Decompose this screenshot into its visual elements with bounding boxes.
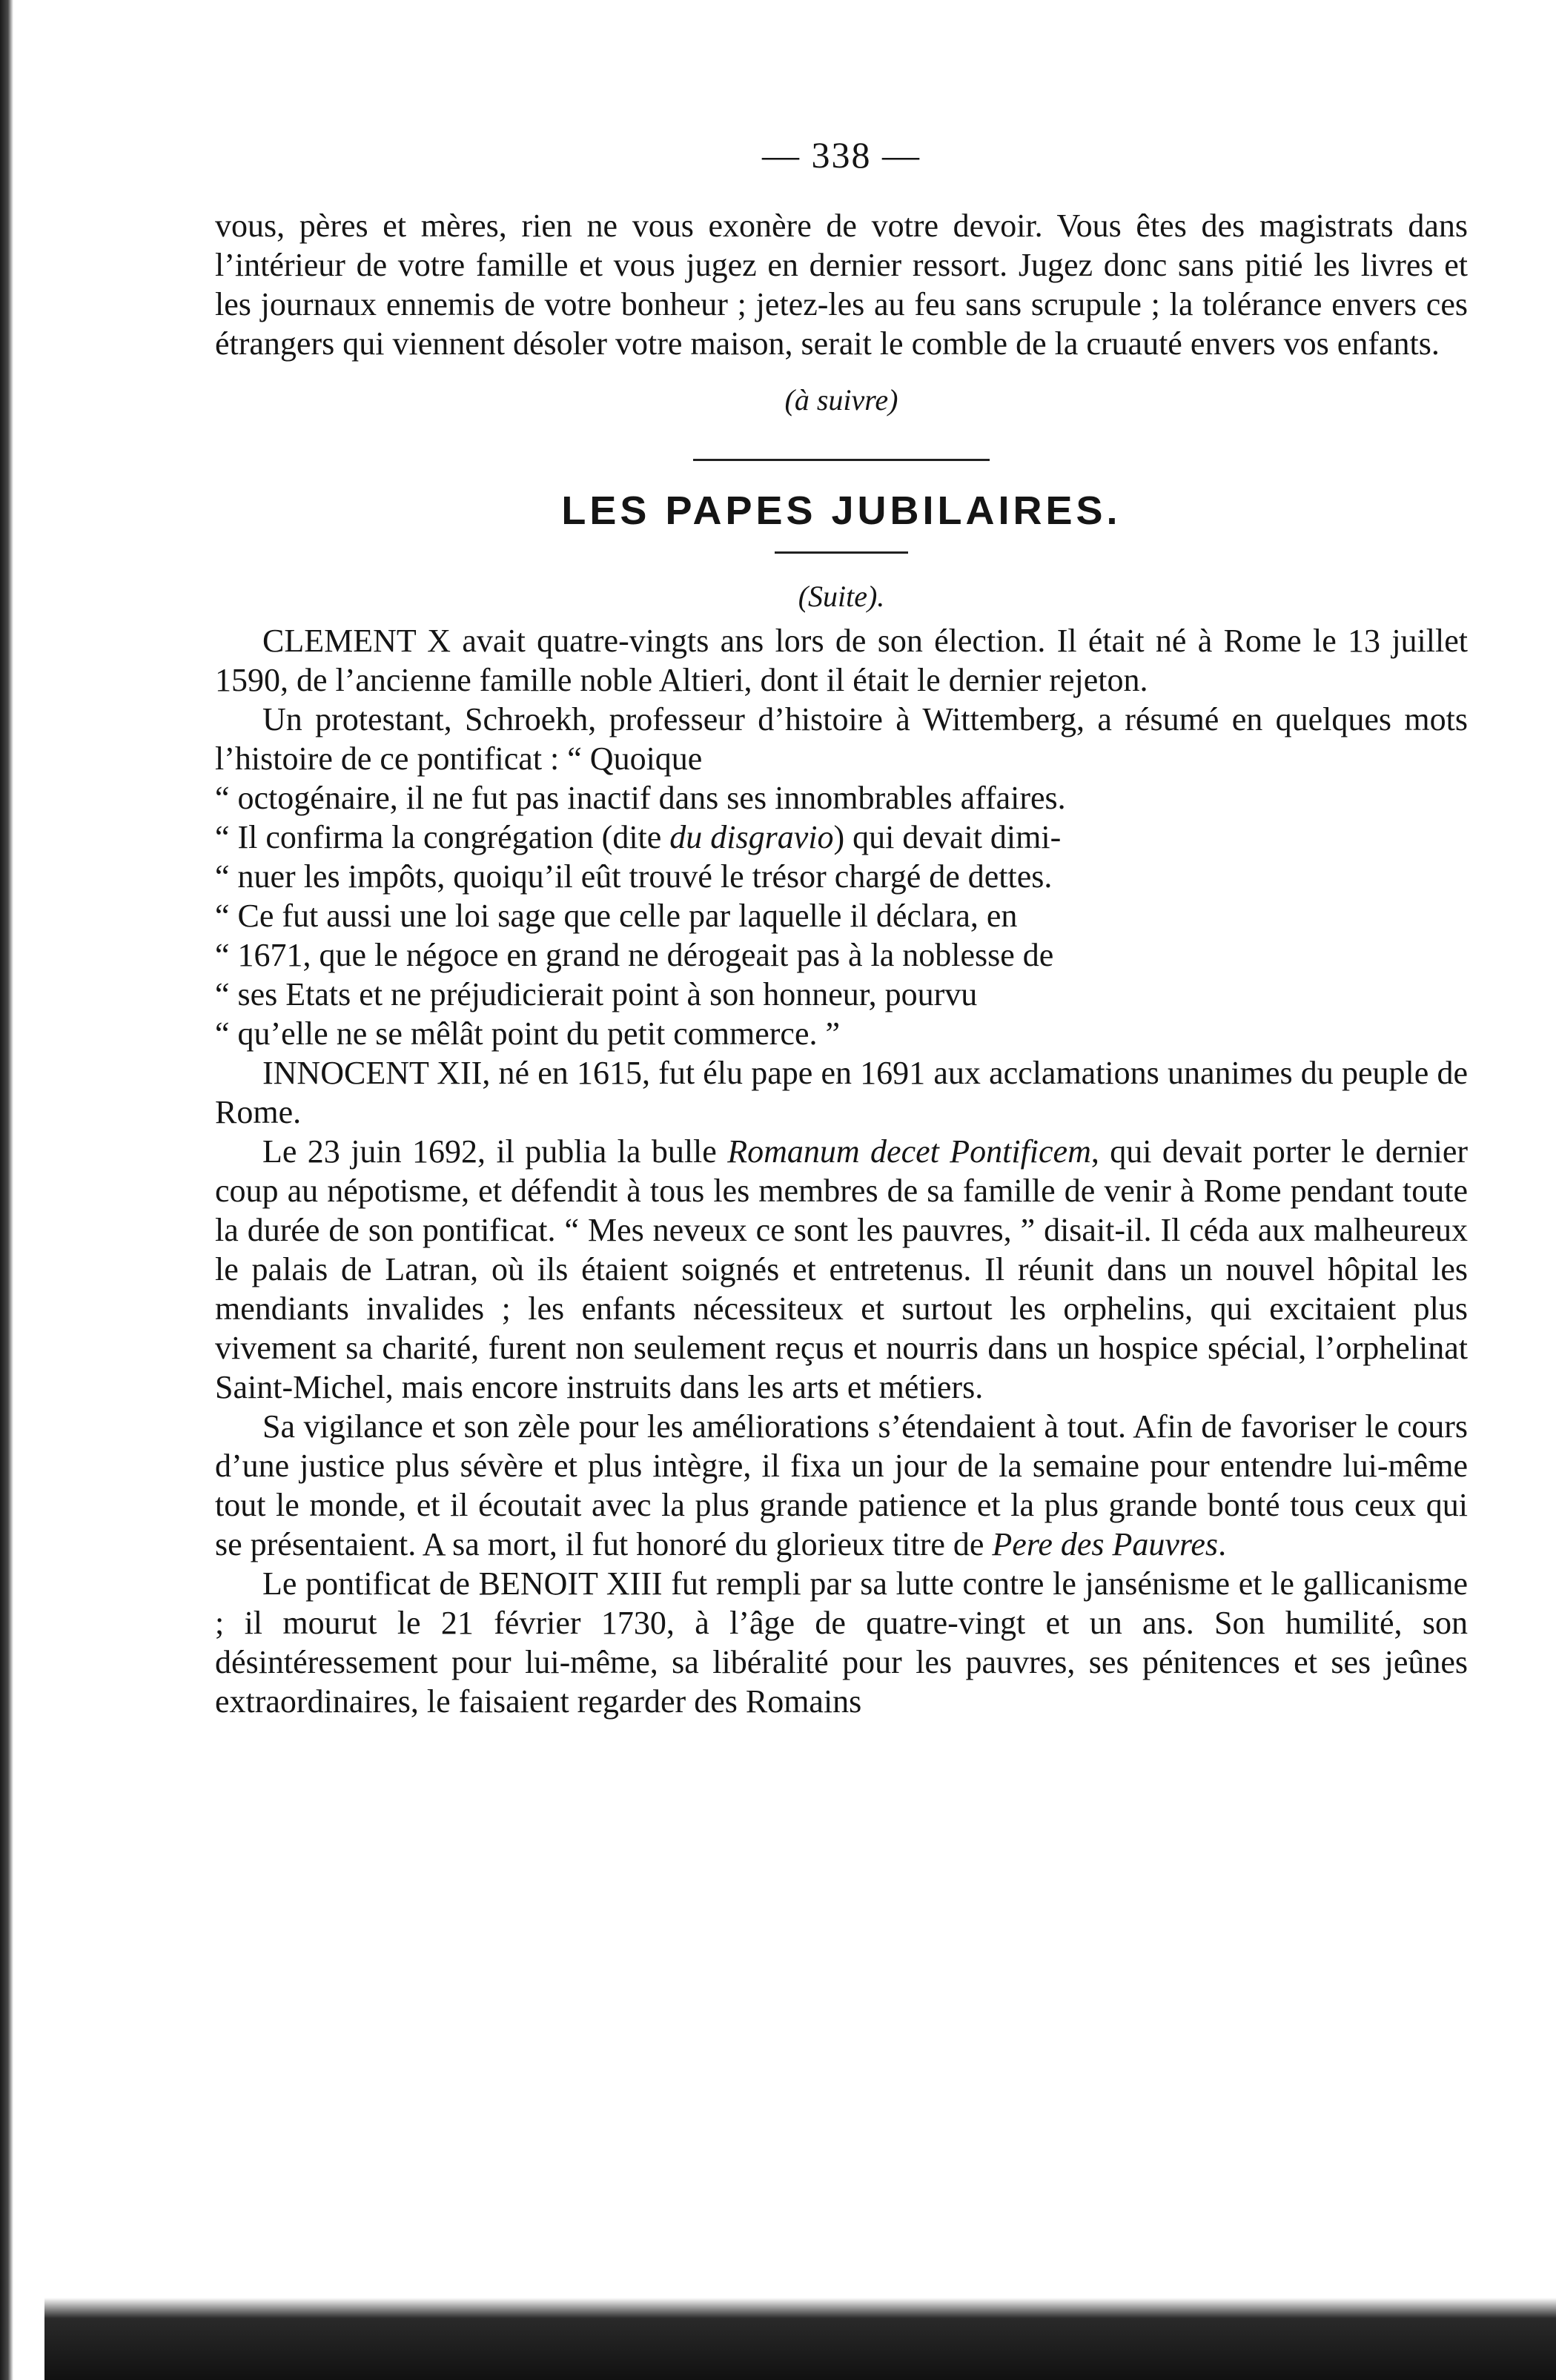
paragraph-text: , qui devait porter le dernier coup au népotisme, et défendit à tous les membres de sa famille de venir à Rome pendant toute la durée de son pontificat. “ Mes neveux ce sont les pauvres, ” disait-il. Il céda aux malheureux le palais de Latran, où ils étaient soignés et entretenus. Il réunit dans un nouvel hôpital les mendiants invalides ; les enfants nécessiteux et surtout les orphelins, qui excitaient plus vivement sa charité, furent non seulement reçus et nourris dans un hospice spécial, l’orphelinat Saint-Michel, mais encore instruits dans les arts et métiers.	[215, 1133, 1469, 1405]
clement-quote-line: “ Ce fut aussi une loi sage que celle par laquelle il déclara, en	[215, 898, 1018, 934]
paragraph-text: Sa vigilance et son zèle pour les améliorations s’étendaient à tout. Afin de favoriser le cours d’une justice plus sévère et plus intègre, il fixa un jour de la semaine pour entendre lui-même tout le monde, et il écoutait avec la plus grande patience et la plus grande bonté tous ceux qui se présentaient. A sa mort, il fut honoré du glorieux titre de	[215, 1408, 1468, 1562]
to-be-continued-note: (à suivre)	[784, 383, 898, 417]
section-divider-bottom	[775, 551, 908, 554]
clement-paragraph-2	[215, 700, 1468, 1053]
innocent-paragraph-2	[215, 1132, 1468, 1407]
clement-quote-line: “ qu’elle ne se mêlât point du petit commerce. ”	[215, 1015, 841, 1052]
innocent-paragraph-3	[215, 1407, 1468, 1564]
quote-italic-term: du disgravio	[669, 819, 834, 855]
intro-paragraph: vous, pères et mères, rien ne vous exonère de votre devoir. Vous êtes des magistrats dans l’intérieur de votre famille et vous jugez en dernier ressort. Jugez donc sans pitié les livres et les journaux ennemis de votre bonheur ; jetez-les au feu sans scrupule ; la tolérance envers ces étrangers qui viennent désoler votre maison, serait le comble de la cruauté envers vos enfants.	[215, 208, 1468, 362]
bull-title: Romanum decet Pontificem	[727, 1133, 1091, 1170]
scan-edge-bottom	[44, 2298, 1556, 2380]
clement-paragraph-1: CLEMENT X avait quatre-vingts ans lors de son élection. Il était né à Rome le 13 juillet 1590, de l’ancienne famille noble Altieri, dont il était le dernier rejeton.	[215, 623, 1468, 698]
benoit-paragraph-1: Le pontificat de BENOIT XIII fut rempli par sa lutte contre le jansénisme et le gallicanisme ; il mourut le 21 février 1730, à l’âge de quatre-vingt et un ans. Son humilité, son désintéressement pour lui-même, sa libéralité pour les pauvres, ses pénitences et ses jeûnes extraordinaires, le faisaient regarder des Romains	[215, 1565, 1468, 1720]
clement-quote-line: “ octogénaire, il ne fut pas inactif dans ses innombrables affaires.	[215, 780, 1066, 816]
paragraph-text: .	[1218, 1526, 1227, 1562]
quote-text: ) qui devait dimi-	[833, 819, 1062, 855]
document-page	[215, 133, 1468, 1721]
quote-text: “ Il confirma la congrégation (dite	[215, 819, 670, 855]
section-divider-top	[693, 459, 990, 461]
page-number: — 338 —	[762, 134, 921, 176]
clement-quote-line: “ 1671, que le négoce en grand ne dérogeait pas à la noblesse de	[215, 937, 1054, 973]
honorific-title: Pere des Pauvres	[992, 1526, 1219, 1562]
innocent-paragraph-1: INNOCENT XII, né en 1615, fut élu pape en 1691 aux acclamations unanimes du peuple de Rome.	[215, 1055, 1468, 1130]
clement-quote-line: “ nuer les impôts, quoiqu’il eût trouvé le trésor chargé de dettes.	[215, 858, 1053, 895]
clement-quote-line: “ ses Etats et ne préjudicierait point à son honneur, pourvu	[215, 976, 978, 1012]
clement-quote-intro: Un protestant, Schroekh, professeur d’histoire à Wittemberg, a résumé en quelques mots l’histoire de ce pontificat : “ Quoique	[215, 701, 1468, 777]
paragraph-text: Le 23 juin 1692, il publia la bulle	[262, 1133, 728, 1170]
scan-edge-left	[0, 0, 13, 2380]
clement-quote-line	[215, 818, 1468, 857]
continued-note: (Suite).	[798, 580, 885, 613]
section-title: LES PAPES JUBILAIRES.	[561, 488, 1122, 533]
